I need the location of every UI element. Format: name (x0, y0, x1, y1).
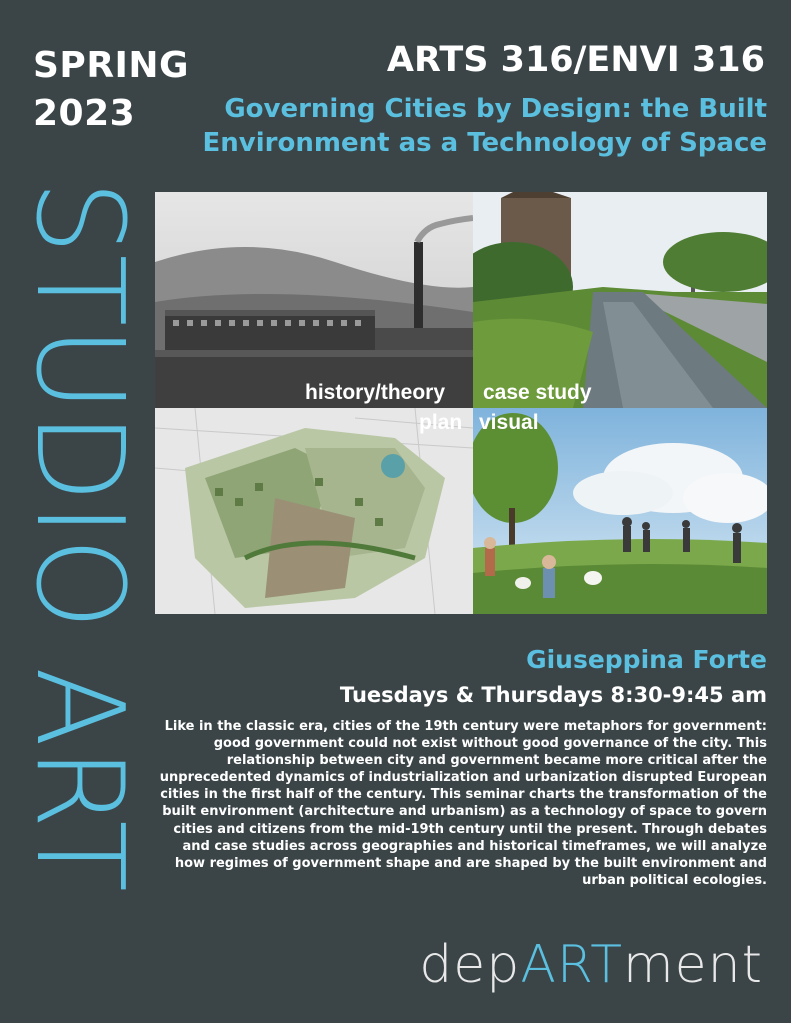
site-plan-drawing (155, 408, 473, 614)
label-case-study: case study (483, 381, 592, 404)
label-visual: visual (479, 411, 539, 434)
landscape-visualization (473, 408, 767, 614)
logo-part-dep: dep (419, 935, 521, 995)
course-description: Like in the classic era, cities of the 19th century were metaphors for government: good government could not exist without good governance of the city. This relationship between city and government became more critical after the unprecedented dynamics of industrialization and urbanization disrupted European cities in the first half of the century. This seminar charts the transformation of the built environment (architecture and urbanism) as a technology of space to govern cities and citizens from the mid-19th century until the present. Through debates and case studies across geographies and historical timeframes, we will analyze how regimes of government shape and are shaped by the built environment and urban political ecologies. (159, 719, 767, 888)
course-title: Governing Cities by Design: the Built Environment as a Technology of Space (202, 94, 767, 158)
course-code: ARTS 316/ENVI 316 (386, 40, 765, 80)
logo-part-art: ART (520, 935, 623, 995)
vertical-title-text: STUDIO ART (9, 180, 148, 908)
historic-factory-photo (155, 192, 473, 408)
river-case-study-photo (473, 192, 767, 408)
vertical-studio-art-title (9, 180, 148, 908)
image-collage (155, 192, 767, 614)
department-logo (419, 935, 763, 995)
label-history-theory: history/theory (305, 381, 446, 404)
class-schedule: Tuesdays & Thursdays 8:30-9:45 am (339, 683, 767, 707)
instructor-name: Giuseppina Forte (526, 645, 767, 674)
logo-part-ment: ment (623, 935, 763, 995)
label-plan: plan (419, 411, 463, 434)
term-year: 2023 (33, 93, 136, 134)
term-season: SPRING (33, 45, 190, 86)
